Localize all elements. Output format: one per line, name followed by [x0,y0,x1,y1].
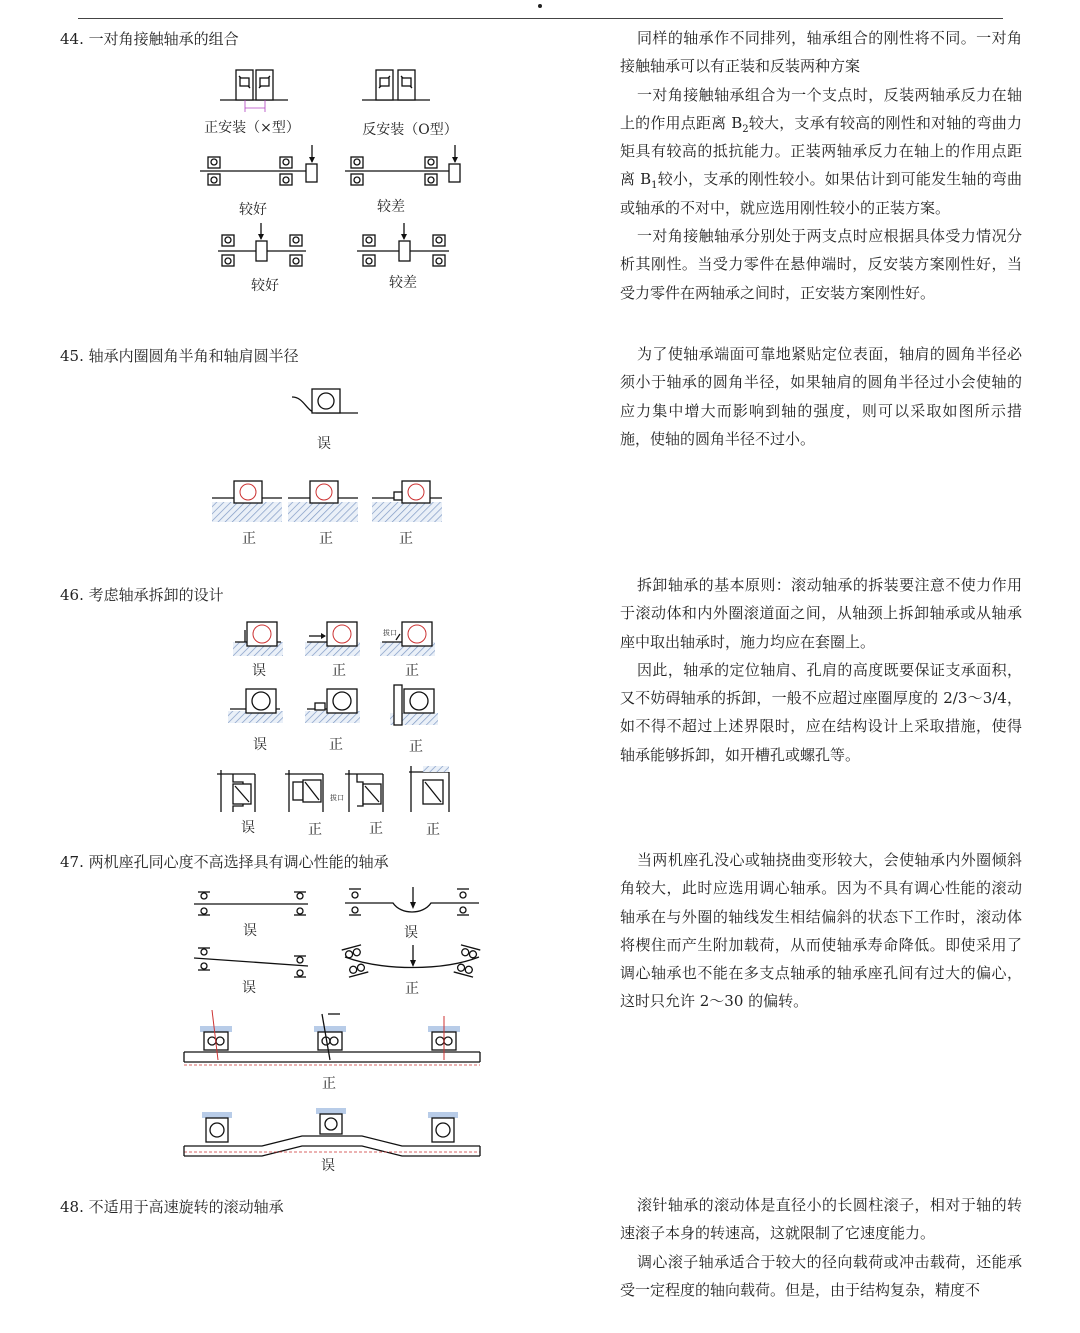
fig45-caption: 误 [317,436,331,452]
fig45-caption: 正 [399,531,413,547]
paragraph: 一对角接触轴承分别处于两支点时应根据具体受力情况分析其刚性。当受力零件在悬伸端时，反安装方案刚性好，当受力零件在两轴承之间时，正安装方案刚性好。 [620,227,1022,302]
fig46-r1-right [305,620,360,658]
fig47-caption: 误 [321,1158,335,1174]
fig47-straight-wrong [192,888,312,918]
fig46-caption: 正 [332,663,346,679]
fig44-caption: 正安装（×型） [204,120,300,136]
paragraph: 为了使轴承端面可靠地紧贴定位表面，轴肩的圆角半径必须小于轴承的圆角半径，如果轴肩的圆角半径过小会使轴的应力集中增大而影响到轴的强度，则可以采取如图所示措施，使轴的圆角半径不过小。 [620,345,1022,448]
subscript: 2 [742,123,749,135]
section-48-text [620,1191,1022,1304]
fig46-caption: 正 [308,822,322,838]
paragraph: 拆卸轴承的基本原则：滚动轴承的拆装要注意不使力作用于滚动体和内外圈滚道面之间，从轴颈上拆卸轴承或从轴承座中取出轴承时，施力均应在套圈上。 [620,576,1022,651]
fig44-caption: 较差 [389,275,417,291]
fig47-multi-support-wrong [182,1106,482,1158]
paragraph: 一对角接触轴承组合为一个支点时，反装两轴承反力在轴上的作用点距离 $B_2$较大，支承有较高的刚性和对轴的弯曲力矩具有较高的抵抗能力。正装两轴承反力在轴上的作用点距离 $B_1$较小，支承的刚性较小。如果估计到可能发生轴的弯曲或轴承的不对中，就应选用刚性较小的正装方案。 [620,85,1022,217]
paragraph: 当两机座孔没心或轴挠曲变形较大，会使轴承内外圈倾斜角较大，此时应选用调心轴承。因为不具有调心性能的滚动轴承在与外圈的轴线发生相结偏斜的状态下工作时，滚动体将楔住而产生附加载荷，从而使轴承寿命降低。即使采用了调心轴承也不能在多支点轴承的轴承座孔间有过大的偏心，这时只允许 2～30 的偏转。 [620,851,1022,1011]
fig46-slot-label: 拔口 [330,794,344,802]
section-47-title: 47. 两机座孔同心度不高选择具有调心性能的轴承 [60,853,389,871]
fig46-caption: 正 [369,821,383,837]
section-44-title: 44. 一对角接触轴承的组合 [60,30,239,48]
fig44-caption: 较差 [377,199,405,215]
fig46-caption: 正 [329,737,343,753]
section-46-text [620,571,1022,769]
fig45-right-2 [288,478,358,523]
fig45-wrong [290,385,360,420]
fig45-caption: 正 [319,531,333,547]
fig46-r2-right [305,687,360,725]
fig46-r1-right-slot [380,620,435,658]
section-44-text [620,24,1022,307]
header-dot [538,4,542,8]
fig46-caption: 误 [252,663,266,679]
fig45-caption: 正 [242,531,256,547]
fig46-caption: 误 [241,820,255,836]
fig45-right-3 [372,478,442,523]
section-45-text [620,340,1022,453]
fig47-caption: 误 [243,923,257,939]
paragraph: 同样的轴承作不同排列，轴承组合的刚性将不同。一对角接触轴承可以有正装和反装两种方案 [620,29,1022,76]
fig44-between-shaft [218,215,308,270]
fig44-x-arrangement [220,68,290,113]
fig46-caption: 正 [409,739,423,755]
fig46-slot-label: 拔口 [383,629,397,637]
fig44-overhang-shaft [200,145,325,190]
fig47-caption: 正 [405,981,419,997]
fig44-caption: 较好 [251,278,279,294]
fig44-caption: 较好 [239,202,267,218]
fig46-r3-housing [215,766,455,816]
fig46-r2-wrong [228,687,283,725]
fig47-tilted-wrong [192,946,312,978]
subscript: 1 [651,180,658,192]
paragraph: 调心滚子轴承适合于较大的径向载荷或冲击载荷，还能承受一定程度的轴向载荷。但是，由于结构复杂，精度不 [620,1252,1022,1299]
section-45-title: 45. 轴承内圈圆角半角和轴肩圆半径 [60,347,299,365]
fig44-o-arrangement [362,68,432,113]
header-rule [78,18,1003,19]
paragraph: 因此，轴承的定位轴肩、孔肩的高度既要保证支承面积，又不妨碍轴承的拆卸，一般不应超过座圈厚度的 2/3～3/4，如不得不超过上述界限时，应在结构设计上采取措施，使得轴承能够拆卸，如开槽孔或螺孔等。 [620,660,1022,764]
fig44-caption: 反安装（O型） [362,122,458,138]
fig44-between-shaft [357,215,452,270]
fig46-caption: 正 [405,663,419,679]
fig47-caption: 误 [242,980,256,996]
fig47-caption: 误 [404,925,418,941]
fig47-caption: 正 [322,1076,336,1092]
fig47-multi-support-right [182,1010,482,1070]
section-48-title: 48. 不适用于高速旋转的滚动轴承 [60,1198,284,1216]
fig46-r1-wrong [233,620,283,658]
fig46-caption: 误 [253,737,267,753]
fig45-right-1 [212,478,282,523]
fig46-caption: 正 [426,822,440,838]
fig44-overhang-shaft [345,145,470,190]
section-47-text [620,846,1022,1016]
fig47-bent-wrong [343,883,483,923]
fig46-r2-right-sleeve [390,683,438,731]
paragraph: 滚针轴承的滚动体是直径小的长圆柱滚子，相对于轴的转速滚子本身的转速高，这就限制了它速度能力。 [620,1196,1022,1243]
section-46-title: 46. 考虑轴承拆卸的设计 [60,586,224,604]
